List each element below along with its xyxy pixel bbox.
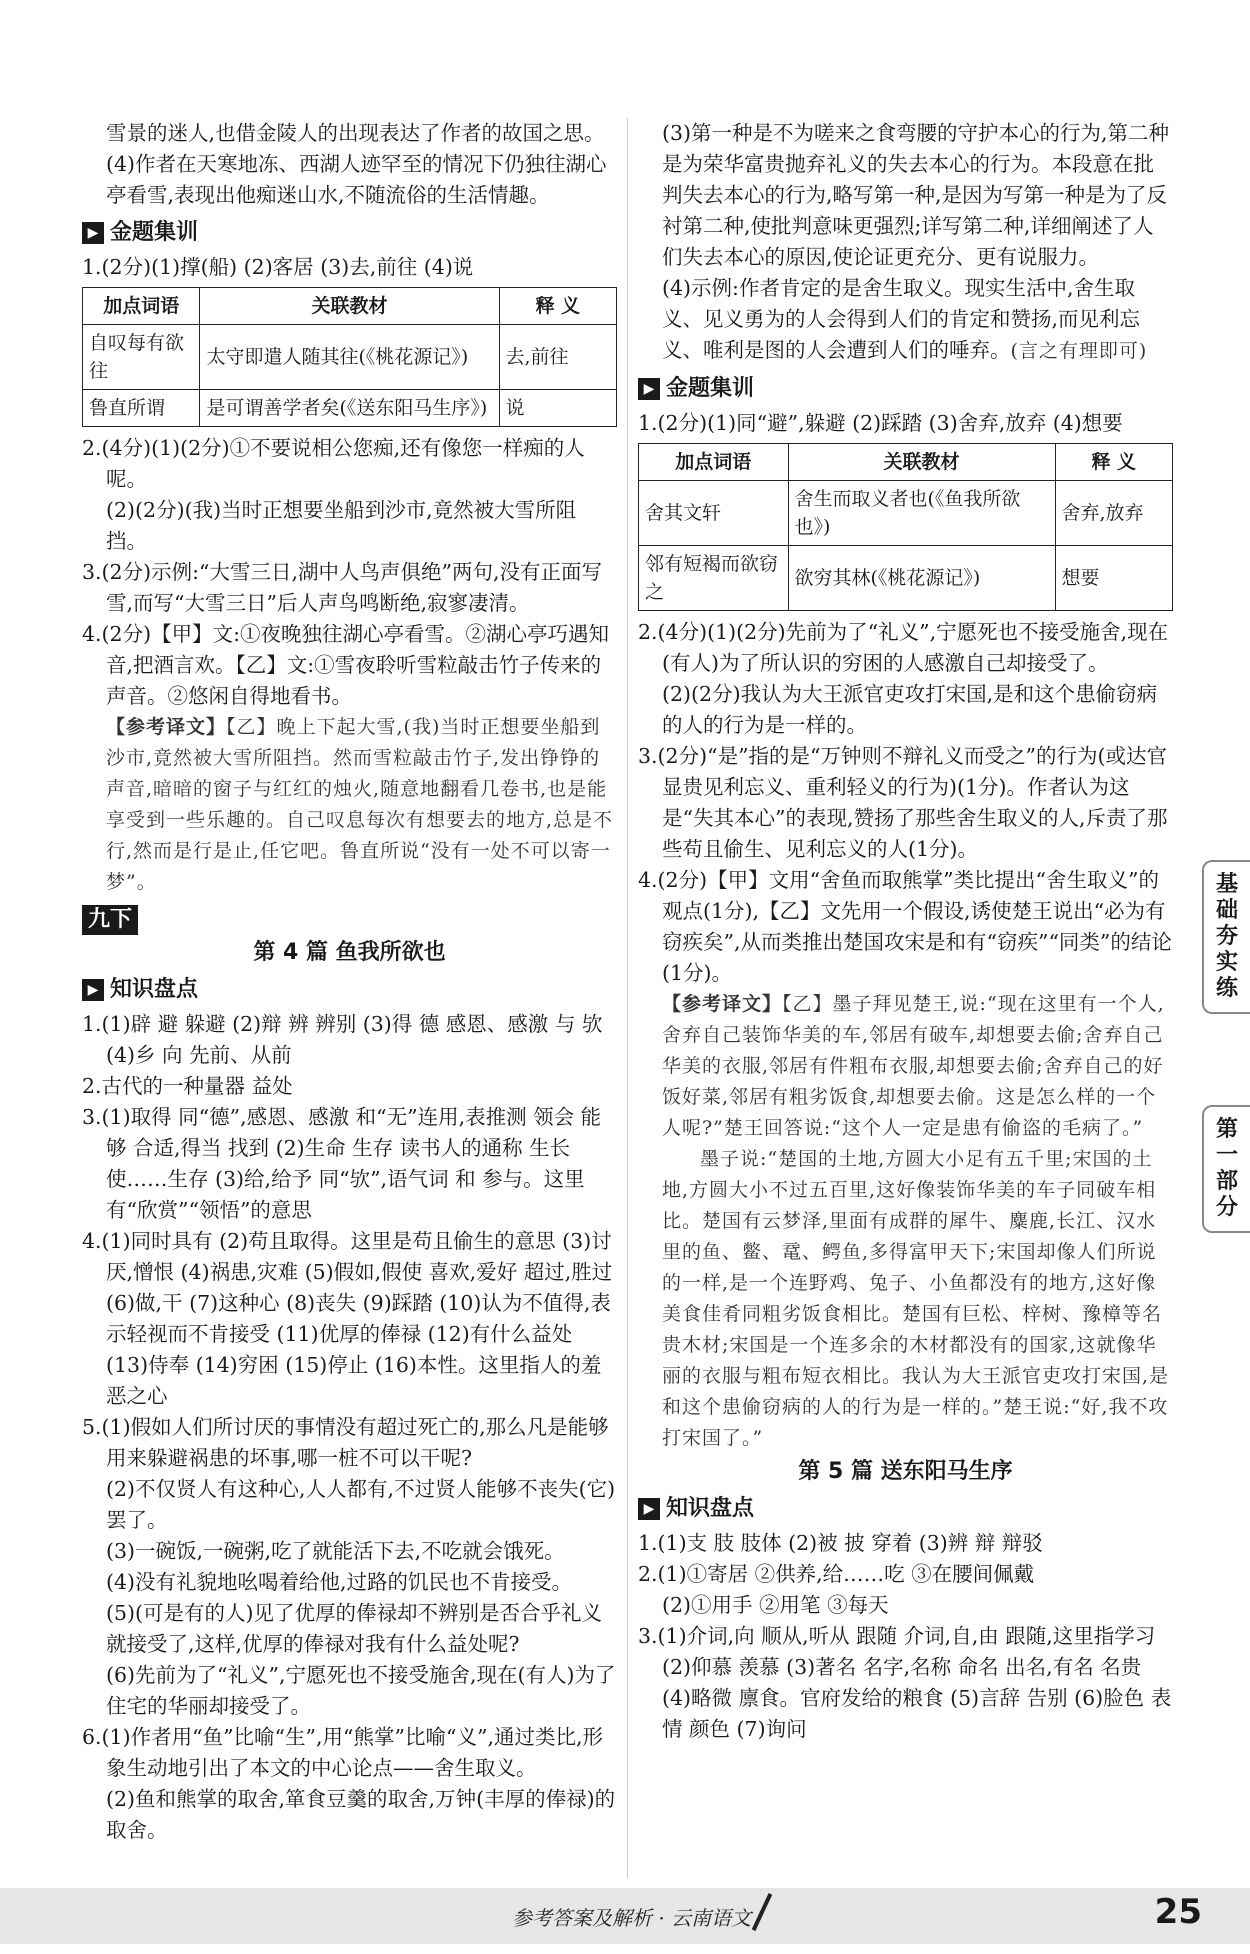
reference-translation — [82, 712, 617, 898]
table-row — [639, 546, 1173, 611]
section-heading — [82, 217, 617, 248]
chapter-title: 第 4 篇 鱼我所欲也 — [253, 940, 446, 965]
side-tab-basics — [1202, 860, 1250, 1014]
table-row — [639, 481, 1173, 546]
table-cell: 想要 — [1055, 546, 1172, 611]
right-column — [638, 118, 1173, 1745]
arrow-icon: ▶ — [82, 979, 104, 1001]
table-cell: 欲穷其林(《桃花源记》) — [788, 546, 1055, 611]
question-4: 4.(2分)【甲】文:①夜晚独往湖心亭看雪。②湖心亭巧遇知音,把酒言欢。【乙】文:①雪夜聆听雪粒敲击竹子传来的声音。②悠闲自得地看书。 — [82, 622, 610, 708]
table-header: 释 义 — [1055, 444, 1172, 481]
footer-text: 参考答案及解析 · 云南语文 — [512, 1906, 752, 1930]
question-2-part: (2)(2分)我认为大王派官吏攻打宋国,是和这个患偷窃病的人的行为是一样的。 — [662, 682, 1158, 737]
section-heading — [638, 373, 1173, 404]
knowledge-1: 1.(1)辟 避 躲避 (2)辩 辨 辨别 (3)得 德 感恩、感激 与 欤 (4)乡 向 先前、从前 — [82, 1012, 603, 1067]
question-2: 2.(4分)(1)(2分)先前为了“礼义”,宁愿死也不接受施舍,现在(有人)为了所认识的穷困的人感激自己却接受了。 — [638, 620, 1169, 675]
text-line: (4)作者在天寒地冻、西湖人迹罕至的情况下仍独往湖心亭看雪,表现出他痴迷山水,不随流俗的生活情趣。 — [106, 152, 607, 207]
text-line: 雪景的迷人,也借金陵人的出现表达了作者的故国之思。 — [106, 121, 605, 145]
knowledge-5-part: (4)没有礼貌地吆喝着给他,过路的饥民也不肯接受。 — [106, 1570, 573, 1594]
knowledge-6-part: (2)鱼和熊掌的取舍,箪食豆羹的取舍,万钟(丰厚的俸禄)的取舍。 — [106, 1787, 616, 1842]
table-header: 关联教材 — [788, 444, 1055, 481]
decorative-slash — [752, 1893, 773, 1931]
reference-translation-cont: 墨子说:“楚国的土地,方圆大小足有五千里;宋国的土地,方圆大小不过五百里,这好像装饰华美的车子同破车相比。楚国有云梦泽,里面有成群的犀牛、麋鹿,长江、汉水里的鱼、鳖、鼋、鳄鱼,多得富甲天下;宋国却像人们所说的一样,是一个连野鸡、兔子、小鱼都没有的地方,这好像美食佳肴同粗劣饭食相比。楚国有巨松、梓树、豫樟等名贵木材;宋国是一个连多余的木材都没有的国家,这就像华丽的衣服与粗布短衣相比。我认为大王派官吏攻打宋国,是和这个患偷窃病的人的行为是一样的。”楚王说:“好,我不攻打宋国了。” — [662, 1148, 1170, 1449]
table-cell: 说 — [499, 390, 617, 427]
question-1: 1.(2分)(1)撑(船) (2)客居 (3)去,前往 (4)说 — [82, 255, 474, 279]
arrow-icon: ▶ — [82, 222, 104, 244]
knowledge-4: 4.(1)同时具有 (2)苟且取得。这里是苟且偷生的意思 (3)讨厌,憎恨 (4)祸患,灾难 (5)假如,假使 喜欢,爱好 超过,胜过 (6)做,干 (7)这种心 (8)丧失 (9)踩踏 (10)认为不值得,表示轻视而不肯接受 (11)优厚的俸禄 (12)有什么益处 (13)侍奉 (14)穷困 (15)停止 (16)本性。这里指人的羞恶之心 — [82, 1229, 613, 1408]
table-cell: 舍其文轩 — [639, 481, 789, 546]
question-4: 4.(2分)【甲】文用“舍鱼而取熊掌”类比提出“舍生取义”的观点(1分),【乙】文先用一个假设,诱使楚王说出“必为有窃疾矣”,从而类推出楚国攻宋是和有“窃疾”“同类”的结论(1分)。 — [638, 868, 1172, 985]
ref-text: 【乙】晚上下起大雪,(我)当时正想要坐船到沙市,竟然被大雪所阻挡。然而雪粒敲击竹子,发出铮铮的声音,暗暗的窗子与红红的烛火,随意地翻看几卷书,也是能享受到一些乐趣的。自己叹息每次有想要去的地方,总是不行,然而是行是止,任它吧。鲁直所说“没有一处不可以寄一梦”。 — [106, 716, 614, 893]
ref-label: 【参考译文】 — [106, 716, 227, 738]
column-divider — [627, 118, 628, 1878]
section-heading — [82, 974, 617, 1005]
knowledge-1: 1.(1)支 肢 肢体 (2)被 披 穿着 (3)辨 辩 辩驳 — [638, 1531, 1043, 1555]
table-header: 加点词语 — [83, 288, 200, 325]
side-tab-label: 基础夯实练 — [1216, 872, 1239, 1001]
question-2-part: (2)(2分)(我)当时正想要坐船到沙市,竟然被大雪所阻挡。 — [106, 498, 577, 553]
question-2: 2.(4分)(1)(2分)①不要说相公您痴,还有像您一样痴的人呢。 — [82, 436, 585, 491]
table-cell: 舍弃,放弃 — [1055, 481, 1172, 546]
section-title: 知识盘点 — [110, 977, 199, 1002]
chapter-title: 第 5 篇 送东阳马生序 — [798, 1459, 1013, 1484]
answer-note: (言之有理即可) — [1010, 340, 1148, 362]
arrow-icon: ▶ — [638, 378, 660, 400]
ref-label: 【参考译文】 — [662, 993, 783, 1015]
question-1: 1.(2分)(1)同“避”,躲避 (2)踩踏 (3)舍弃,放弃 (4)想要 — [638, 411, 1123, 435]
table-cell: 自叹每有欲往 — [83, 325, 200, 390]
knowledge-5-part: (5)(可是有的人)见了优厚的俸禄却不辨别是否合乎礼义就接受了,这样,优厚的俸禄对我有什么益处呢? — [106, 1601, 603, 1656]
text-line: (3)第一种是不为嗟来之食弯腰的守护本心的行为,第二种是为荣华富贵抛弃礼义的失去本心的行为。本段意在批判失去本心的行为,略写第一种,是因为写第一种是为了反衬第二种,使批判意味更强烈;详写第二种,详细阐述了人们失去本心的原因,使论证更充分、更有说服力。 — [662, 121, 1170, 269]
table-row — [83, 325, 617, 390]
knowledge-5-part: (6)先前为了“礼义”,宁愿死也不接受施舍,现在(有人)为了住宅的华丽却接受了。 — [106, 1663, 616, 1718]
table-cell: 鲁直所谓 — [83, 390, 200, 427]
table-header: 释 义 — [499, 288, 617, 325]
unit-label: 九下 — [82, 905, 138, 935]
vocab-table — [638, 443, 1173, 611]
section-title: 金题集训 — [666, 376, 755, 401]
page-footer — [0, 1888, 1250, 1944]
knowledge-3: 3.(1)取得 同“德”,感恩、感激 和“无”连用,表推测 领会 能够 合适,得当 找到 (2)生命 生存 读书人的通称 生长 使……生存 (3)给,给予 同“欤”,语气词 和 参与。这里有“欣赏”“领悟”的意思 — [82, 1105, 602, 1222]
question-3: 3.(2分)示例:“大雪三日,湖中人鸟声俱绝”两句,没有正面写雪,而写“大雪三日”后人声鸟鸣断绝,寂寥凄清。 — [82, 560, 602, 615]
knowledge-5: 5.(1)假如人们所讨厌的事情没有超过死亡的,那么凡是能够用来躲避祸患的坏事,哪一桩不可以干呢? — [82, 1415, 609, 1470]
table-header: 关联教材 — [200, 288, 499, 325]
knowledge-5-part: (2)不仅贤人有这种心,人人都有,不过贤人能够不丧失(它)罢了。 — [106, 1477, 616, 1532]
unit-header — [82, 904, 617, 935]
question-3: 3.(2分)“是”指的是“万钟则不辩礼义而受之”的行为(或达官显贵见利忘义、重利轻义的行为)(1分)。作者认为这是“失其本心”的表现,赞扬了那些舍生取义的人,斥责了那些苟且偷生、见利忘义的人(1分)。 — [638, 744, 1168, 861]
table-cell: 去,前往 — [499, 325, 617, 390]
table-cell: 邻有短褐而欲窃之 — [639, 546, 789, 611]
section-title: 金题集训 — [110, 220, 199, 245]
knowledge-5-part: (3)一碗饭,一碗粥,吃了就能活下去,不吃就会饿死。 — [106, 1539, 565, 1563]
left-column — [82, 118, 617, 1846]
table-header: 加点词语 — [639, 444, 789, 481]
side-tab-label: 第一部分 — [1216, 1117, 1239, 1220]
page-number: 25 — [1154, 1892, 1202, 1932]
arrow-icon: ▶ — [638, 1498, 660, 1520]
section-title: 知识盘点 — [666, 1496, 755, 1521]
knowledge-2: 2.古代的一种量器 益处 — [82, 1074, 293, 1098]
knowledge-3: 3.(1)介词,向 顺从,听从 跟随 介词,自,由 跟随,这里指学习 (2)仰慕 羡慕 (3)著名 名字,名称 命名 出名,有名 名贵 (4)略微 廪食。官府发给的粮食 (5)言辞 告别 (6)脸色 表情 颜色 (7)询问 — [638, 1624, 1172, 1741]
answer-text: (4)示例:作者肯定的是舍生取义。现实生活中,舍生取义、见义勇为的人会得到人们的肯定和赞扬,而见利忘义、唯利是图的人会遭到人们的唾弃。 — [662, 276, 1141, 362]
table-row — [83, 390, 617, 427]
vocab-table — [82, 287, 617, 427]
table-cell: 是可谓善学者矣(《送东阳马生序》) — [200, 390, 499, 427]
knowledge-2-part: (2)①用手 ②用笔 ③每天 — [662, 1593, 889, 1617]
table-cell: 太守即遣人随其往(《桃花源记》) — [200, 325, 499, 390]
side-tab-part — [1202, 1105, 1250, 1233]
knowledge-2: 2.(1)①寄居 ②供养,给……吃 ③在腰间佩戴 — [638, 1562, 1035, 1586]
knowledge-6: 6.(1)作者用“鱼”比喻“生”,用“熊掌”比喻“义”,通过类比,形象生动地引出了本文的中心论点——舍生取义。 — [82, 1725, 603, 1780]
table-cell: 舍生而取义者也(《鱼我所欲也》) — [788, 481, 1055, 546]
reference-translation — [638, 989, 1173, 1144]
text-line — [638, 273, 1173, 367]
ref-text: 【乙】墨子拜见楚王,说:“现在这里有一个人,舍弃自己装饰华美的车,邻居有破车,却想要去偷;舍弃自己华美的衣服,邻居有件粗布衣服,却想要去偷;舍弃自己的好饭好菜,邻居有粗劣饭食,却想要去偷。这是怎么样的一个人呢?”楚王回答说:“这个人一定是患有偷盗的毛病了。” — [662, 993, 1165, 1139]
section-heading — [638, 1493, 1173, 1524]
